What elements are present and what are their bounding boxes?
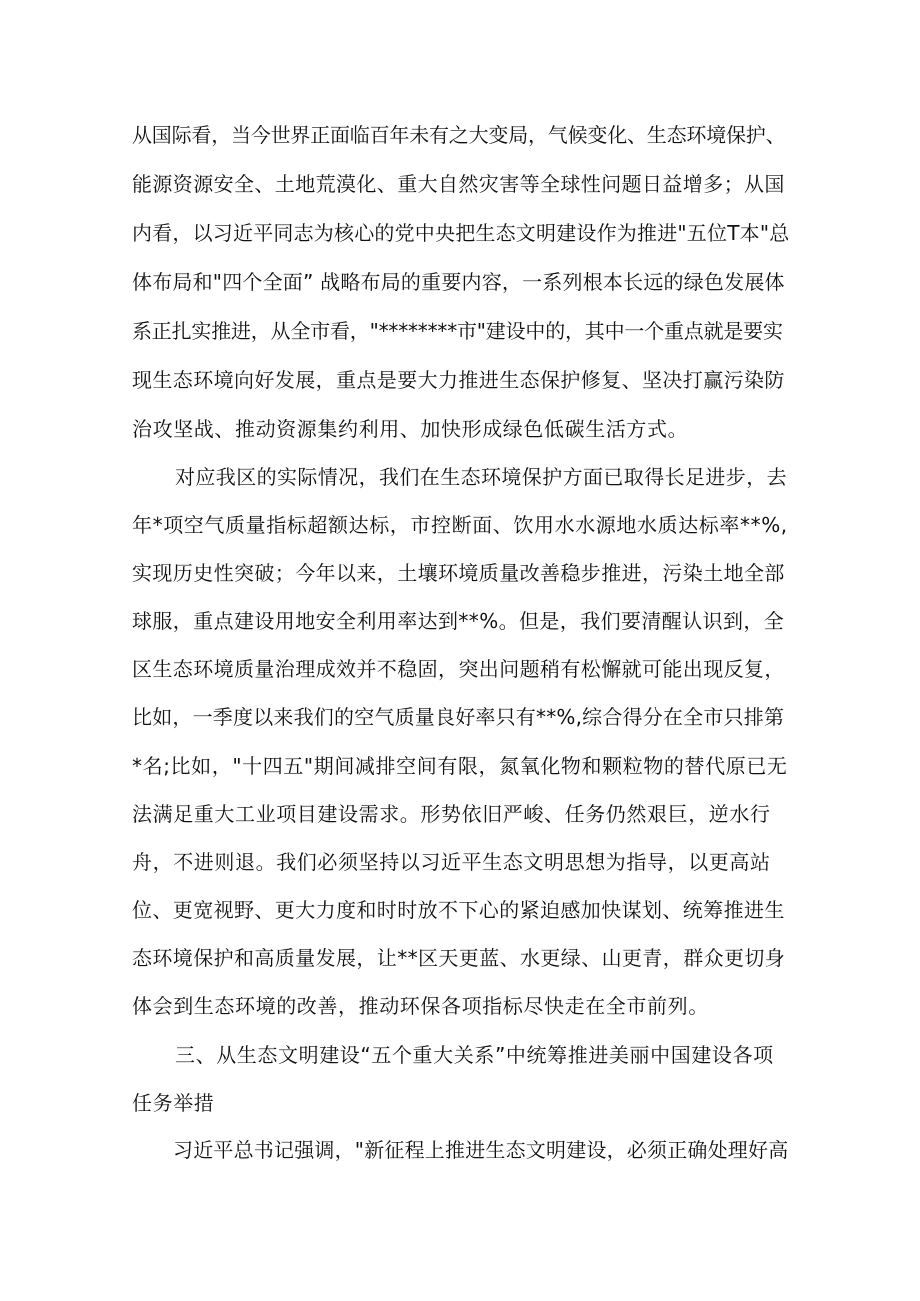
- text-line: 年*项空气质量指标超额达标，市控断面、饮用水水源地水质达标率**%,: [132, 513, 788, 537]
- text-line: 比如，一季度以来我们的空气质量良好率只有**%,综合得分在全市只排第: [132, 705, 785, 729]
- text-line: 球服，重点建设用地安全利用率达到**%。但是，我们要清醒认识到，全: [132, 609, 785, 633]
- text-line: 实现历史性突破；今年以来，土壤环境质量改善稳步推进，污染土地全部: [132, 561, 785, 585]
- text-line: 从国际看，当今世界正面临百年未有之大变局，气候变化、生态环境保护、: [132, 123, 786, 147]
- text-line: 区生态环境质量治理成效并不稳固，突出问题稍有松懈就可能出现反复，: [132, 657, 785, 681]
- text-line: 系正扎实推进，从全市看，"********市"建设中的，其中一个重点就是要实: [132, 319, 783, 343]
- text-line: 内看，以习近平同志为核心的党中央把生态文明建设作为推进"五位T本"总: [132, 221, 790, 245]
- text-line: 习近平总书记强调，"新征程上推进生态文明建设，必须正确处理好高: [173, 1138, 789, 1162]
- text-line: 任务举措: [132, 1091, 215, 1115]
- text-line: 体会到生态环境的改善，推动环保各项指标尽快走在全市前列。: [132, 994, 709, 1018]
- text-line: 三、从生态文明建设“五个重大关系”中统筹推进美丽中国建设各项: [175, 1043, 774, 1067]
- text-line: 位、更宽视野、更大力度和时时放不下心的紧迫感加快谋划、统筹推进生: [132, 898, 785, 922]
- text-line: *名;比如，"十四五"期间减排空间有限，氮氧化物和颗粒物的替代原已无: [132, 754, 788, 778]
- text-line: 舟，不进则退。我们必须坚持以习近平生态文明思想为指导，以更高站: [132, 850, 771, 874]
- text-line: 现生态环境向好发展，重点是要大力推进生态保护修复、坚决打赢污染防: [132, 368, 785, 392]
- text-line: 态环境保护和高质量发展，让**区天更蓝、水更绿、山更青，群众更切身: [132, 946, 786, 970]
- text-line: 对应我区的实际情况，我们在生态环境保护方面已取得长足进步，去: [175, 465, 787, 489]
- text-line: 能源资源安全、土地荒漠化、重大自然灾害等全球性问题日益增多；从国: [132, 172, 785, 196]
- text-line: 体布局和"四个全面” 战略布局的重要内容，一系列根本长远的绿色发展体: [132, 270, 785, 294]
- text-line: 治攻坚战、推动资源集约利用、加快形成绿色低碳生活方式。: [132, 417, 689, 441]
- text-line: 法满足重大工业项目建设需求。形势依旧严峻、任务仍然艰巨，逆水行: [132, 802, 771, 826]
